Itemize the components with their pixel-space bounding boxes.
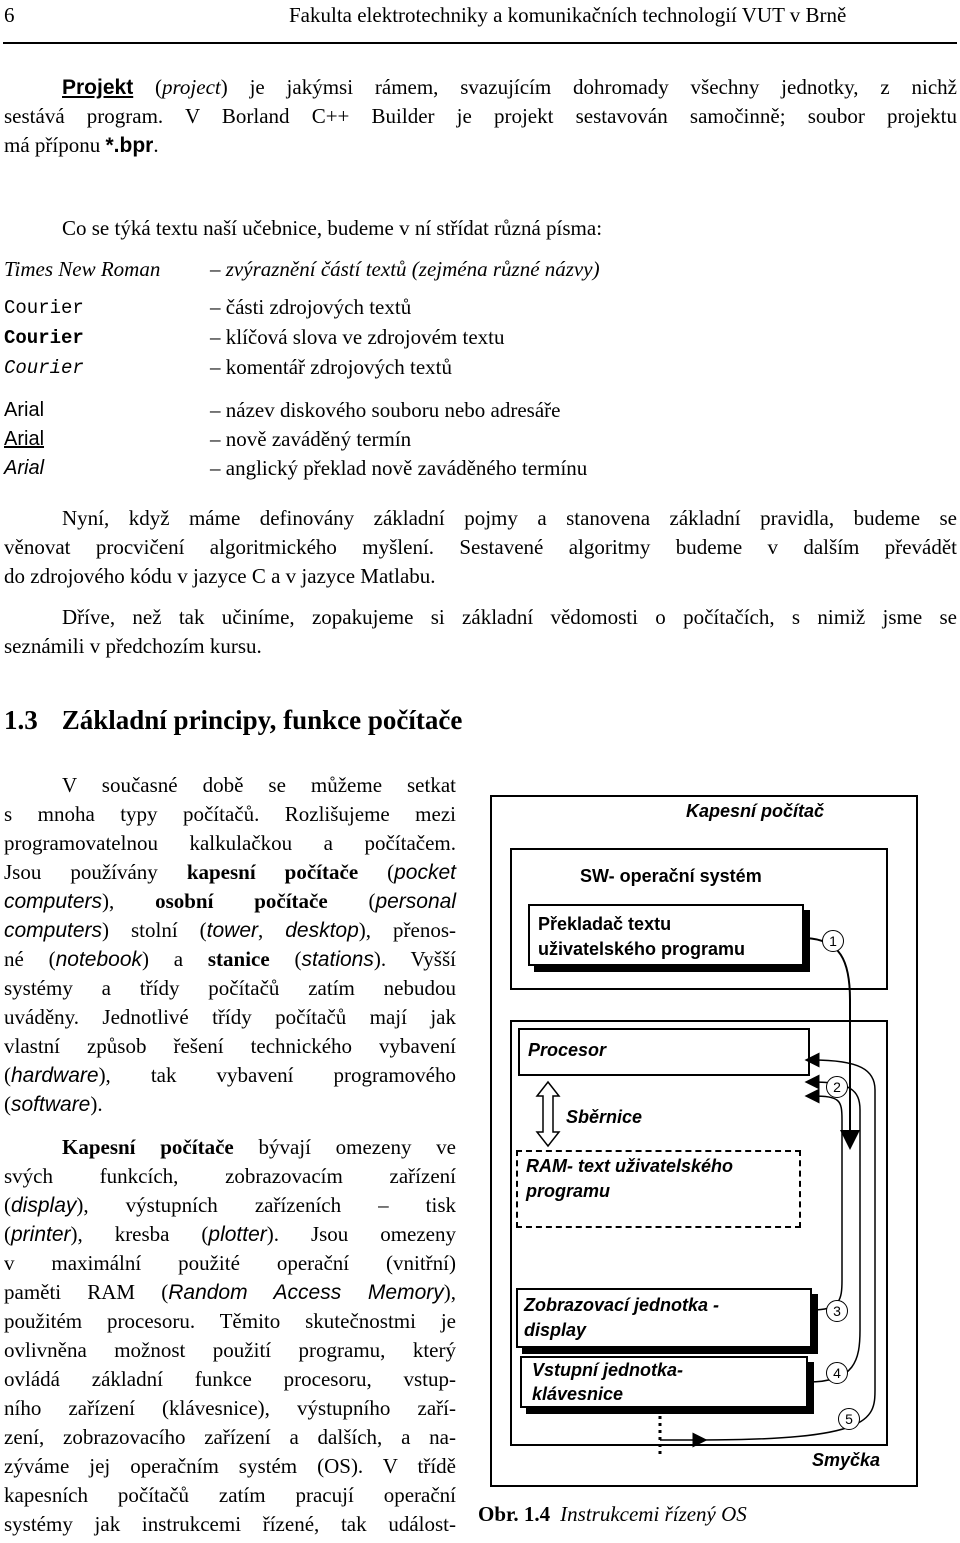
col-line-7: né (notebook) a stanice (stations). Vyšší [4,947,456,971]
col-line-10: vlastní způsob řešení technického vybavení [4,1034,456,1058]
col-line-3: programovatelnou kalkulačkou a počítačem. [4,831,456,855]
col-line-26: systémy jak instrukcemi řízené, tak událost- [4,1512,456,1536]
font-name-courier-italic: Courier [4,357,84,379]
project-line-3: má příponu *.bpr. [4,133,159,157]
section-number: 1.3 [4,705,38,735]
display-label-1: Zobrazovací jednotka - [524,1295,720,1315]
section-title: Základní principy, funkce počítače [61,705,463,735]
font-name-courier: Courier [4,297,84,319]
font-name-arial: Arial [4,399,45,421]
term-projekt: Projekt [62,76,134,99]
caption-text: Instrukcemi řízený OS [560,1502,747,1526]
col-line-4: Jsou používány kapesní počítače (pocket [4,860,456,884]
col-line-21: ovládá základní funkce procesoru, vstup- [4,1367,456,1391]
arrow-compiler-to-processor [806,938,850,1140]
font-name-times: Times New Roman [4,257,161,281]
col-line-8: systémy a třídy počítačů zatím nebudou [4,976,456,1000]
col-line-14: svých funkcích, zobrazovacím zařízení [4,1164,456,1188]
para-now-line-1: Nyní, když máme definovány základní pojmy a stanovena základní pravidla, budeme se [62,506,957,530]
col-line-15: (display), výstupních zařízeních – tisk [4,1193,456,1217]
os-label: SW- operační systém [580,866,762,886]
font-name-courier-bold: Courier [4,327,84,349]
para-now-line-2: věnovat procvičení algoritmického myšlení. Sestavené algoritmy budeme v dalším převádět [4,535,957,559]
loop-arrow-3 [812,1096,842,1310]
marker-2: 2 [826,1076,848,1098]
term-stations: stanice [207,947,270,971]
col-line-18: paměti RAM (Random Access Memory), [4,1280,456,1304]
font-desc-arial: – název diskového souboru nebo adresáře [210,398,561,422]
term-pocket: kapesní počítače [186,860,359,884]
marker-1: 1 [822,930,844,952]
para-before-line-2: seznámili v předchozím kursu. [4,634,262,658]
marker-3: 3 [826,1300,848,1322]
font-desc-arial-italic: – anglický překlad nově zaváděného termínu [210,456,588,480]
col-line-20: ovlivněna možnost použití programu, který [4,1338,456,1362]
marker-5: 5 [838,1408,860,1430]
col-line-17: v maximální použité operační (vnitřní) [4,1251,456,1275]
loop-arrow-4 [808,1082,860,1382]
project-line-2: sestává program. V Borland C++ Builder je projekt sestavován samočinně; soubor projektu [4,104,957,128]
marker-4: 4 [826,1362,848,1384]
font-desc-courier-italic: – komentář zdrojových textů [210,355,453,379]
compiler-label-2: uživatelského programu [538,939,746,959]
col-line-16: (printer), kresba (plotter). Jsou omezeny [4,1222,456,1246]
col-line-1: V současné době se můžeme setkat [62,773,456,797]
col-line-19: použitém procesoru. Těmito skutečnostmi je [4,1309,456,1333]
para-before-line-1: Dříve, než tak učiníme, zopakujeme si základní vědomosti o počítačích, s nimiž jsme se [62,605,957,629]
bus-arrow [537,1082,559,1146]
col-line-23: zení, zobrazovacího zařízení a dalších, a na- [4,1425,456,1449]
col-line-11: (hardware), tak vybavení programového [4,1063,456,1087]
col-line-6: computers) stolní (tower, desktop), přenos- [4,918,456,942]
fonts-intro: Co se týká textu naší učebnice, budeme v ní střídat různá písma: [62,216,603,240]
project-line-1: Projekt (project) je jakýmsi rámem, svazujícím dohromady všechny jednotky, z nichž [62,75,957,99]
term-kapesni: Kapesní počítače [62,1135,234,1159]
loop-label: Smyčka [812,1450,881,1470]
col-line-25: kapesních počítačů zatím pracují operační [4,1483,456,1507]
col-line-22: ního zařízení (klávesnice), výstupního zaří- [4,1396,456,1420]
ram-label-1: RAM- text uživatelského [526,1156,734,1176]
font-name-arial-underlined: Arial [4,428,45,450]
running-title: Fakulta elektrotechniky a komunikačních technologií VUT v Brně [289,3,847,27]
font-desc-courier-bold: – klíčová slova ve zdrojovém textu [210,325,505,349]
input-label-2: klávesnice [532,1384,624,1404]
display-label-2: display [524,1320,587,1340]
term-personal: osobní počítače [155,889,328,913]
loop-arrow-5 [700,1060,875,1440]
ram-label-2: programu [526,1181,611,1201]
file-extension: *.bpr [105,134,154,157]
font-name-arial-italic: Arial [4,457,45,479]
page-number: 6 [4,3,15,27]
col-line-2: s mnoha typy počítačů. Rozlišujeme mezi [4,802,456,826]
font-desc-courier: – části zdrojových textů [210,295,412,319]
col-line-24: zýváme jej operačním systém (OS). V třídě [4,1454,456,1478]
font-desc-times: – zvýraznění částí textů (zejména různé názvy) [210,257,600,281]
figure-title: Kapesní počítač [686,801,825,821]
col-line-12: (software). [4,1092,103,1116]
para-now-line-3: do zdrojového kódu v jazyce C a v jazyce Matlabu. [4,564,436,588]
col-line-5: computers), osobní počítače (personal [4,889,456,913]
caption-label: Obr. 1.4 [478,1502,551,1526]
font-desc-arial-underlined: – nově zaváděný termín [210,427,412,451]
input-label-1: Vstupní jednotka- [532,1360,684,1380]
col-line-9: uváděny. Jednotlivé třídy počítačů mají jak [4,1005,456,1029]
compiler-label-1: Překladač textu [538,914,672,934]
bus-label: Sběrnice [566,1107,643,1127]
processor-label: Procesor [528,1040,607,1060]
col-line-13: Kapesní počítače bývají omezeny ve [62,1135,456,1159]
figure-caption [478,1502,747,1527]
